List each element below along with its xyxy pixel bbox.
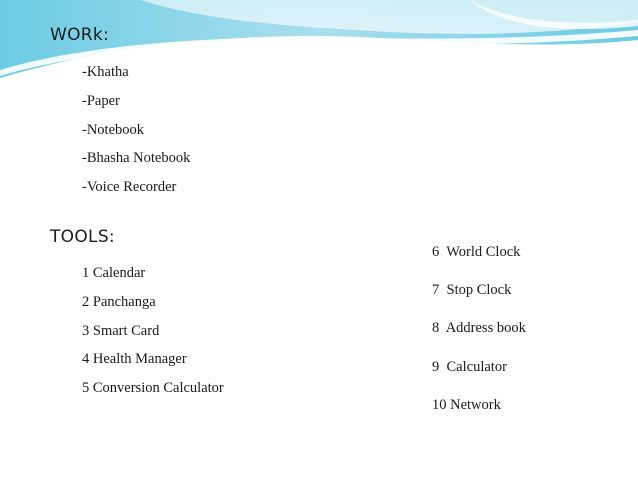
work-item-voice-recorder: -Voice Recorder bbox=[82, 179, 177, 195]
tool-item-panchanga: 2 Panchanga bbox=[82, 294, 156, 310]
tool-item-network: 10 Network bbox=[432, 397, 501, 413]
work-heading: WORk: bbox=[50, 25, 110, 45]
tool-item-world-clock: 6 World Clock bbox=[432, 244, 521, 260]
work-item-paper: -Paper bbox=[82, 93, 120, 109]
tool-item-calendar: 1 Calendar bbox=[82, 265, 146, 281]
tool-item-smart-card: 3 Smart Card bbox=[82, 323, 160, 339]
tool-item-stop-clock: 7 Stop Clock bbox=[432, 282, 512, 298]
tool-item-calculator: 9 Calculator bbox=[432, 359, 507, 375]
work-item-khatha: -Khatha bbox=[82, 64, 129, 80]
tool-item-conversion-calculator: 5 Conversion Calculator bbox=[82, 380, 224, 396]
work-item-bhasha-notebook: -Bhasha Notebook bbox=[82, 150, 191, 166]
work-item-notebook: -Notebook bbox=[82, 122, 145, 138]
tool-item-health-manager: 4 Health Manager bbox=[82, 351, 187, 367]
tools-heading: TOOLS: bbox=[50, 227, 115, 247]
tool-item-address-book: 8 Address book bbox=[432, 320, 526, 336]
